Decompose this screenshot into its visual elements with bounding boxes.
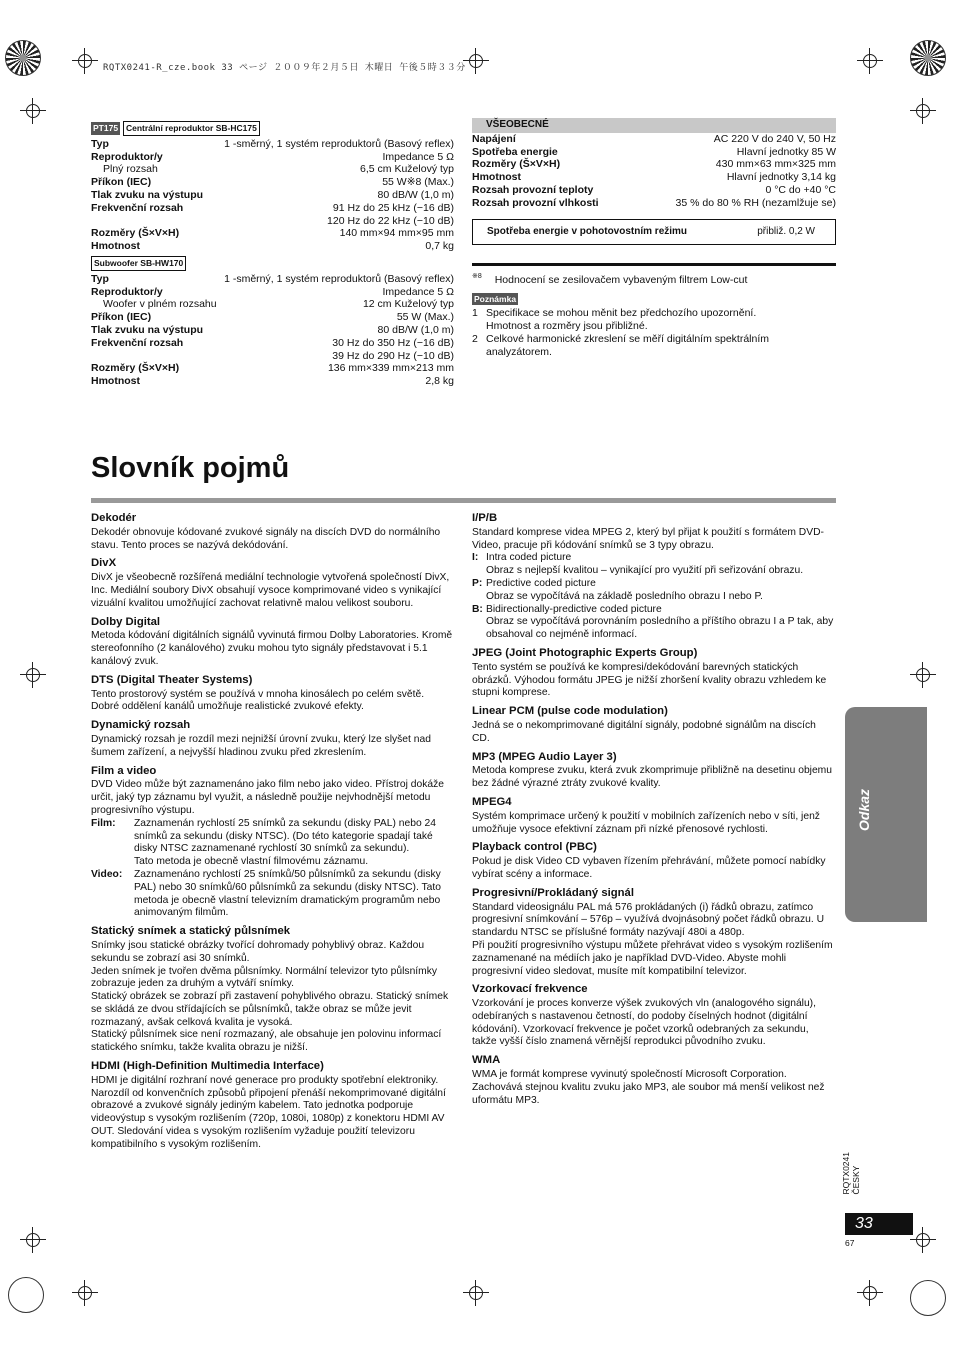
term-paragraph: Tento systém se používá ke kompresi/dekódování barevných statických obrázků. Výhodou formátu JPEG je nižší zhoršení kvality obrazu vzhledem ke stupni komprese. xyxy=(472,661,827,699)
registration-mark-tl xyxy=(5,40,41,76)
registration-mark-bl xyxy=(8,1277,44,1313)
spec-value: 55 W (Max.) xyxy=(396,311,454,324)
term-paragraph: Pokud je disk Video CD vybaven řízením přehrávání, můžete pomocí nabídky vybírat scény a informace. xyxy=(472,856,826,880)
spec-row xyxy=(91,202,454,215)
spec-row xyxy=(91,189,454,202)
note-body xyxy=(486,333,769,359)
spec-row xyxy=(472,146,836,159)
spec-row xyxy=(91,227,454,240)
definition-text: Zaznamenáno rychlostí 25 snímků/50 půlsnímků za sekundu (disky PAL) nebo 30 snímků/60 půlsnímků za sekundu (disky NTSC). Tato metoda je obecně vlastní televizním dramatickým programům nebo animovaným filmům. xyxy=(134,868,441,919)
side-code xyxy=(841,1152,861,1195)
spec-label: Plný rozsah xyxy=(103,163,158,176)
book-header: RQTX0241-R_cze.book 33 ページ ２００９年２月５日 木曜日 午後５時３３分 xyxy=(103,63,466,73)
footnote xyxy=(472,271,836,286)
spec-label: Frekvenční rozsah xyxy=(91,201,184,214)
spec-label: Napájení xyxy=(472,132,516,145)
spec-row xyxy=(472,197,836,210)
section-tab-label: Odkaz xyxy=(856,789,872,832)
note-tag: Poznámka xyxy=(474,293,517,304)
term-paragraph: WMA je formát komprese vyvinutý společností Microsoft Corporation. Zachovává stejnou kvalitu zvuku jako MP3, ale soubor má menší velikost než uformátu MP3. xyxy=(472,1069,825,1106)
doc-code: RQTX0241 xyxy=(841,1152,851,1195)
term-paragraph: Při použití progresivního výstupu můžete přehrávat video s vysokým rozlišením zaznamenané na médiích jako je například DVD-Video. Abyste mohli progresivní video sledovat, musíte mít kompatibilní televizor. xyxy=(472,939,833,977)
term-paragraph: Standard videosignálu PAL má 576 prokládaných (i) řádků obrazu, zatímco progresivní snímkování – 576p – využívá dvojnásobný počet řádků obrazu. U standardu NTSC se příslušné formáty nazývají 480i a 480p. xyxy=(472,901,825,939)
spec-value: Impedance 5 Ω xyxy=(382,285,454,298)
crosshair-mark xyxy=(910,1227,936,1253)
spec-row xyxy=(91,311,454,324)
spec-value: Impedance 5 Ω xyxy=(382,150,454,163)
crosshair-mark xyxy=(857,48,883,74)
term-heading: Dekodér xyxy=(91,512,137,524)
spec-value: 39 Hz do 290 Hz (−10 dB) xyxy=(332,349,454,362)
spec-value: 0 °C do +40 °C xyxy=(765,183,836,196)
crosshair-mark xyxy=(72,48,98,74)
spec-value: 35 % do 80 % RH (nezamlžuje se) xyxy=(675,196,836,209)
picture-type-row xyxy=(472,578,836,604)
term-heading: DTS (Digital Theater Systems) xyxy=(91,673,253,686)
spec-value: 0,7 kg xyxy=(425,240,454,253)
spec-row xyxy=(91,375,454,388)
spec-label: Rozměry (Š×V×H) xyxy=(91,362,180,375)
model-tag: PT175 xyxy=(93,123,119,133)
definition-text: Tato metoda je obecně vlastní filmovému záznamu. xyxy=(134,856,369,868)
term-heading: Statický snímek a statický půlsnímek xyxy=(91,925,291,938)
spec-row xyxy=(91,138,454,151)
picture-type-name: Intra coded picture xyxy=(486,552,572,564)
spec-label: Rozměry (Š×V×H) xyxy=(472,158,561,171)
term-heading: MPEG4 xyxy=(472,795,512,808)
spec-value: AC 220 V do 240 V, 50 Hz xyxy=(713,132,836,145)
spec-label: Příkon (IEC) xyxy=(91,311,152,324)
picture-type-name: Bidirectionally-predictive coded picture xyxy=(486,603,662,615)
term-paragraph: Snímky jsou statické obrázky tvořící dohromady pohyblivý obraz. Každou sekundu se zobrazí asi 30 snímků. xyxy=(91,939,425,964)
spec-value: 12 cm Kuželový typ xyxy=(362,298,454,311)
term-heading: Dynamický rozsah xyxy=(91,719,191,732)
spec-row xyxy=(91,273,454,286)
spec-label: Typ xyxy=(91,272,109,285)
spec-row xyxy=(91,215,454,228)
spec-value: 55 W※8 (Max.) xyxy=(382,176,454,189)
definition-term: Film: xyxy=(91,817,116,829)
general-rows xyxy=(472,133,836,210)
spec-label: Reproduktor/y xyxy=(91,150,163,163)
center-speaker-rows xyxy=(91,138,454,253)
spec-value: 120 Hz do 22 kHz (−10 dB) xyxy=(327,214,454,227)
picture-type-letter: B: xyxy=(472,603,483,615)
term-paragraph: Statický půlsnímek sice není rozmazaný, ale obsahuje jen polovinu informací statického snímku, takže kvalita obrazu je nižší. xyxy=(91,1029,442,1054)
spec-label: Tlak zvuku na výstupu xyxy=(91,323,204,336)
spec-value: 80 dB/W (1,0 m) xyxy=(377,188,454,201)
term-heading: Film a video xyxy=(91,764,157,777)
term-paragraph: Systém komprimace určený k použití v mobilních zařízeních nebo v síti, jenž umožňuje vysoce efektivní záznam při nízké přenosové rychlosti. xyxy=(472,810,820,835)
term-heading: Vzorkovací frekvence xyxy=(472,983,588,996)
term-paragraph: Dynamický rozsah je rozdíl mezi nejnižší úrovní zvuku, který lze slyšet nad šumem zařízení, a nejvyšší hladinou zvuku před zkreslením. xyxy=(91,733,431,758)
spec-label: Hmotnost xyxy=(91,375,140,388)
picture-type-letter: I: xyxy=(472,552,479,564)
term-heading: Dolby Digital xyxy=(91,615,161,628)
term-heading: Linear PCM (pulse code modulation) xyxy=(472,705,668,718)
footnote-text: Hodnocení se zesilovačem vybaveným filtrem Low-cut xyxy=(494,273,748,286)
spec-label: Tlak zvuku na výstupu xyxy=(91,188,204,201)
spec-label: Frekvenční rozsah xyxy=(91,336,184,349)
term-paragraph: Tento prostorový systém se používá v mnoha kinosálech po celém světě. Dobré oddělení kanálů umožňuje realistické zvukové efekty. xyxy=(91,688,425,713)
note-number: 2 xyxy=(472,333,478,346)
definition-body xyxy=(134,869,454,920)
spec-value: 2,8 kg xyxy=(425,375,454,388)
spec-value: 140 mm×94 mm×95 mm xyxy=(339,227,454,240)
spec-row xyxy=(91,286,454,299)
term-heading: DivX xyxy=(91,557,117,570)
spec-label: Hmotnost xyxy=(91,240,140,253)
term-paragraph: DivX je všeobecně rozšířená mediální technologie vytvořená společností DivX, Inc. Mediální soubory DivX obsahují vysoce komprimované video s vynikající vizuální kvalitou umožňující zachovat relativně malou velikost souboru. xyxy=(91,572,450,609)
picture-type-desc: Obraz s nejlepší kvalitou – vynikající pro využití při seřizování obrazu. xyxy=(486,565,804,577)
title-rule xyxy=(91,498,836,503)
term-heading: JPEG (Joint Photographic Experts Group) xyxy=(472,646,698,659)
term-heading: MP3 (MPEG Audio Layer 3) xyxy=(472,750,617,763)
spec-label: Spotřeba energie xyxy=(472,145,558,158)
crosshair-mark xyxy=(463,48,489,74)
spec-label: Rozsah provozní vlhkosti xyxy=(472,196,599,209)
term-paragraph: Statický obrázek se zobrazí při zastavení pohyblivého obrazu. Statický snímek se skládá ze dvou střídajících se půlsnímků, takže obraz se může jevit rozmazaný, avšak celková kvalita je vysoká. xyxy=(91,991,449,1028)
crosshair-mark xyxy=(910,662,936,688)
spec-row xyxy=(472,184,836,197)
spec-row xyxy=(472,158,836,171)
spec-label: Rozměry (Š×V×H) xyxy=(91,227,180,240)
spec-value: 6,5 cm Kuželový typ xyxy=(360,163,454,176)
spec-label: Typ xyxy=(91,137,109,150)
spec-label: Hmotnost xyxy=(472,171,521,184)
note-line: Celkové harmonické zkreslení se měří digitálním spektrálním xyxy=(486,333,770,346)
page-title: Slovník pojmů xyxy=(91,452,290,484)
definition-row xyxy=(91,869,454,920)
term-paragraph: Standard komprese videa MPEG 2, který byl přijat k použití s formátem DVD-Video, pracuje při kódování snímků se 3 typy obrazu. xyxy=(472,526,824,551)
spec-row xyxy=(91,337,454,350)
spec-label: Reproduktor/y xyxy=(91,285,163,298)
term-heading: Playback control (PBC) xyxy=(472,841,597,854)
note-body xyxy=(486,307,756,333)
crosshair-mark xyxy=(857,1280,883,1306)
term-heading: WMA xyxy=(472,1054,501,1067)
page-subnumber: 67 xyxy=(845,1238,855,1248)
picture-type-body xyxy=(486,578,763,604)
spec-label: Woofer v plném rozsahu xyxy=(103,298,217,311)
term-paragraph: Jedná se o nekomprimované digitální signály, podobné signálům na discích CD. xyxy=(472,719,816,744)
crosshair-mark xyxy=(20,662,46,688)
spec-value: 91 Hz do 25 kHz (−16 dB) xyxy=(332,201,454,214)
crosshair-mark xyxy=(20,98,46,124)
spec-value: 136 mm×339 mm×213 mm xyxy=(327,362,454,375)
picture-type-desc: Obraz se vypočítává porovnáním posledního a příštího obrazu I a P tak, aby obsahoval co nejméně informací. xyxy=(486,616,834,641)
term-paragraph: Vzorkování je proces konverze výšek zvukových vln (analogového signálu), odebíraných s nastavenou četností, do podoby číselných hodnot (digitální kódování). Vzorkovací frekvence je počet vzorků odebraných za sekundu, takže vyšší číslo znamená věrnější reprodukci původního zvuku. xyxy=(472,998,816,1048)
spec-value: 1 -směrný, 1 systém reproduktorů (Basový reflex) xyxy=(224,137,454,150)
standby-value: přibliž. 0,2 W xyxy=(757,225,815,237)
registration-mark-br xyxy=(910,1280,946,1316)
page-number: 33 xyxy=(845,1213,913,1235)
spec-row xyxy=(91,350,454,363)
subwoofer-title: Subwoofer SB-HW170 xyxy=(91,256,186,271)
term-paragraph: DVD Video může být zaznamenáno jako film nebo jako video. Přístroj dokáže určit, jaký typ záznamu byl využit, a následně použije nejvhodnější metodu progresivního výstupu. xyxy=(91,779,444,816)
picture-type-row xyxy=(472,552,836,578)
registration-mark-tr xyxy=(910,40,946,76)
term-heading: Progresivní/Prokládaný signál xyxy=(472,886,634,899)
spec-value: 1 -směrný, 1 systém reproduktorů (Basový reflex) xyxy=(224,272,454,285)
spec-row xyxy=(91,362,454,375)
picture-type-name: Predictive coded picture xyxy=(486,577,596,589)
footnote-mark: ※8 xyxy=(472,273,482,281)
spec-value: Hlavní jednotky 3,14 kg xyxy=(726,171,836,184)
standby-box xyxy=(472,219,836,246)
spec-label: Rozsah provozní teploty xyxy=(472,183,594,196)
term-paragraph: Dekodér obnovuje kódované zvukové signály na discích DVD do normálního stavu. Tento proces se nazývá dekódování. xyxy=(91,526,441,551)
term-paragraph: Metoda komprese zvuku, která zvuk zkomprimuje přibližně na desetinu objemu bez žádné výrazné ztráty zvukové kvality. xyxy=(472,765,832,790)
note-number: 1 xyxy=(472,307,478,320)
spec-row xyxy=(91,240,454,253)
term-paragraph: HDMI je digitální rozhraní nové generace pro produkty spotřební elektroniky. Narozdíl od konvenčních způsobů připojení přenáší nekomprimované digitální obrazové a zvukové signály jediným kabelem. Tato jednotka podporuje videovýstup s vysokým rozlišením (720p, 1080i, 1080p) z konektoru HDMI AV OUT. Sledování videa s vysokým rozlišením vyžaduje použití televizoru kompatibilního s vysokým rozlišením. xyxy=(91,1074,446,1150)
spec-label: Příkon (IEC) xyxy=(91,176,152,189)
term-paragraph: Metoda kódování digitálních signálů vyvinutá firmou Dolby Laboratories. Kromě stereofonního (2 kanálového) zvuku mohou tyto signály představovat i 5.1 kanálový zvuk. xyxy=(91,630,453,667)
note-line: Specifikace se mohou měnit bez předchozího upozornění. xyxy=(486,307,757,320)
spec-value: 430 mm×63 mm×325 mm xyxy=(715,158,836,171)
center-speaker-title: Centrální reproduktor SB-HC175 xyxy=(123,121,260,136)
spec-value: 30 Hz do 350 Hz (−16 dB) xyxy=(332,336,454,349)
spec-row xyxy=(91,163,454,176)
spec-row xyxy=(472,133,836,146)
note-line: analyzátorem. xyxy=(486,345,552,358)
spec-value: Hlavní jednotky 85 W xyxy=(736,145,836,158)
spec-value: 80 dB/W (1,0 m) xyxy=(377,323,454,336)
definition-term: Video: xyxy=(91,868,123,880)
standby-label: Spotřeba energie v pohotovostním režimu xyxy=(487,225,688,237)
speaker-specs xyxy=(91,118,454,388)
picture-type-desc: Obraz se vypočítává na základě posledního obrazu I nebo P. xyxy=(486,590,763,602)
note-item xyxy=(472,333,836,359)
glossary-right-column xyxy=(472,507,836,1107)
definition-body xyxy=(134,818,454,869)
picture-type-body xyxy=(486,604,836,642)
crosshair-mark xyxy=(910,98,936,124)
crosshair-mark xyxy=(463,1280,489,1306)
crosshair-mark xyxy=(20,1227,46,1253)
definition-text: Zaznamenán rychlostí 25 snímků za sekundu (disky PAL) nebo 24 snímků za sekundu (disky NTSC). (Do této kategorie spadají také disky NTSC zaznamenané rychlostí 30 snímků za sekundu). xyxy=(134,817,437,855)
note-line: Hmotnost a rozměry jsou přibližné. xyxy=(486,320,648,333)
spec-row xyxy=(91,298,454,311)
term-heading: I/P/B xyxy=(472,512,498,524)
subwoofer-rows xyxy=(91,273,454,388)
spec-row xyxy=(472,171,836,184)
general-specs xyxy=(472,118,836,359)
picture-type-body xyxy=(486,552,803,578)
crosshair-mark xyxy=(72,1280,98,1306)
spec-row xyxy=(91,324,454,337)
term-heading: HDMI (High-Definition Multimedia Interface) xyxy=(91,1060,324,1073)
picture-type-row xyxy=(472,604,836,642)
definition-row xyxy=(91,818,454,869)
note-item xyxy=(472,307,836,333)
notes-list xyxy=(472,307,836,358)
divider xyxy=(472,263,836,266)
spec-row xyxy=(91,151,454,164)
picture-type-letter: P: xyxy=(472,577,483,589)
language-label: ČESKY xyxy=(851,1165,861,1195)
glossary-left-column xyxy=(91,507,454,1152)
general-title: VŠEOBECNÉ xyxy=(472,118,836,133)
term-paragraph: Jeden snímek je tvořen dvěma půlsnímky. Normální televizor tyto půlsnímky zobrazuje jeden za druhým a vytváří snímky. xyxy=(91,965,438,990)
spec-row xyxy=(91,176,454,189)
